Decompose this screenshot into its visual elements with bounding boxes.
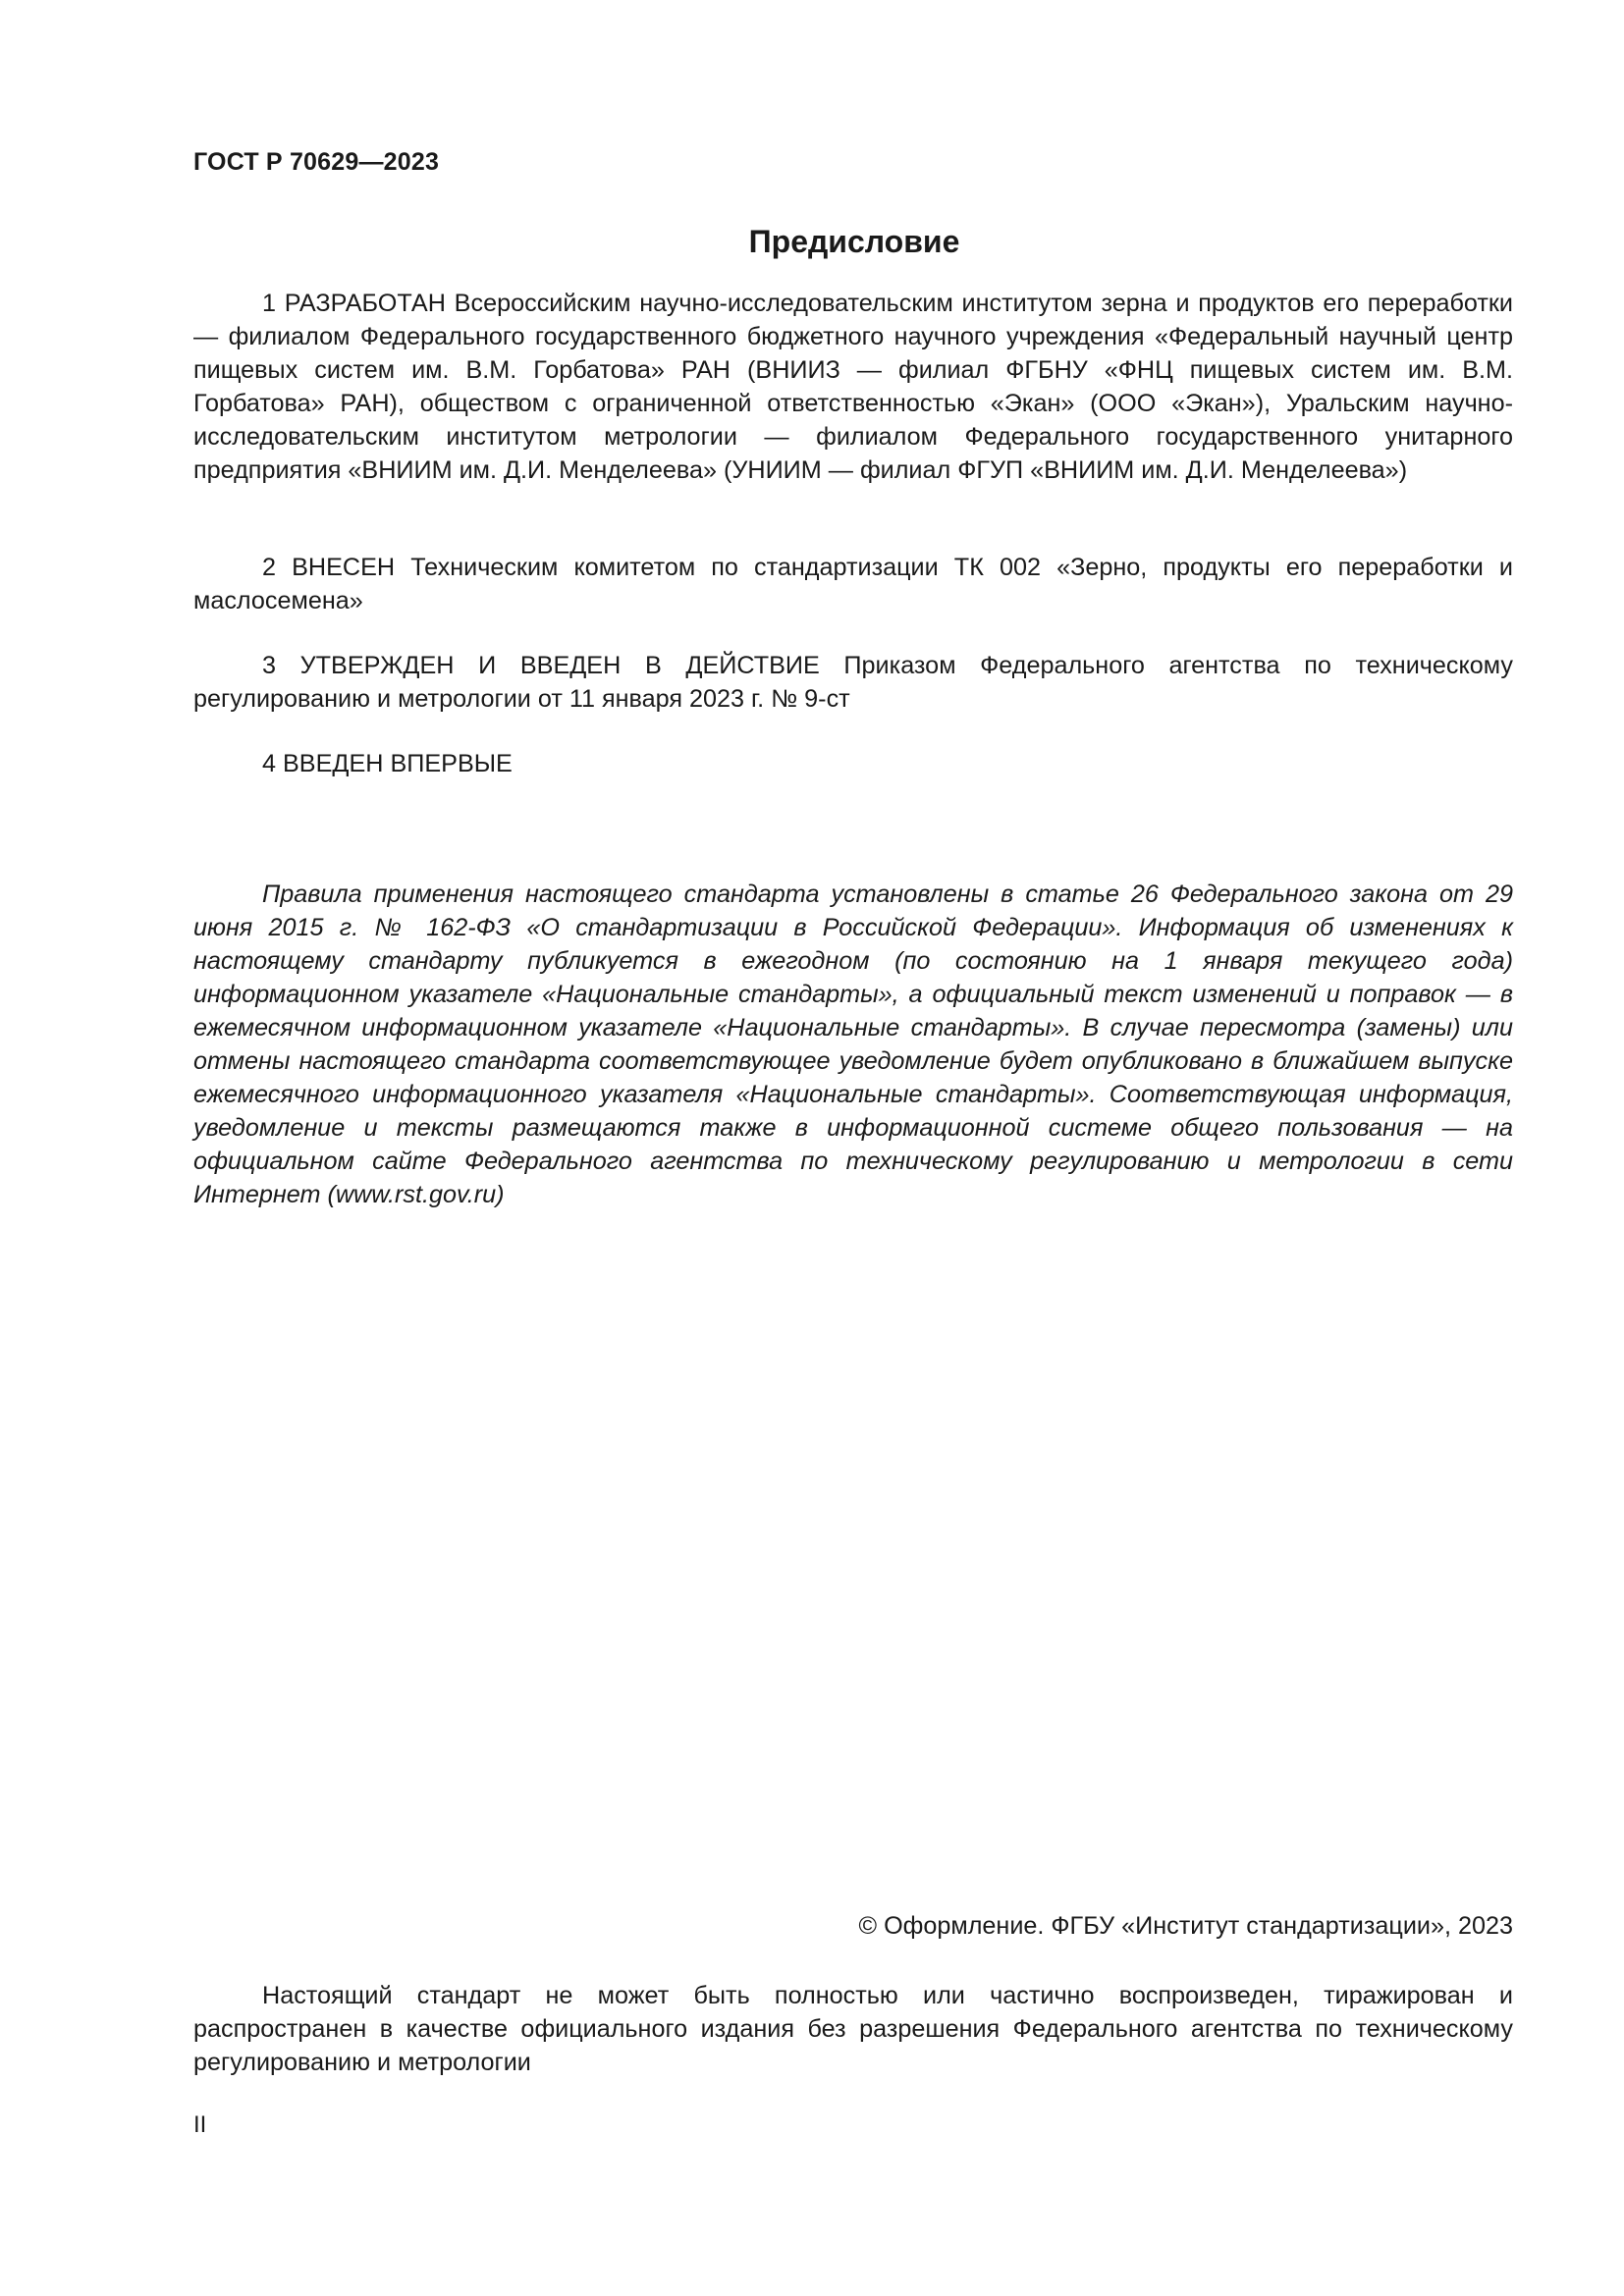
paragraph-first-introduced xyxy=(193,747,1513,780)
rules-note xyxy=(193,878,1513,1211)
reproduction-notice-text: Настоящий стандарт не может быть полностью или частично воспроизведен, тиражирован и распространен в качестве официального издания без разрешения Федерального агентства по техническому регулированию и метрологии xyxy=(193,1982,1513,2076)
document-code: ГОСТ Р 70629—2023 xyxy=(193,148,440,176)
paragraph-text: 4 ВВЕДЕН ВПЕРВЫЕ xyxy=(262,750,513,777)
paragraph-text: 2 ВНЕСЕН Техническим комитетом по стандартизации ТК 002 «Зерно, продукты его переработки и маслосемена» xyxy=(193,554,1513,614)
paragraph-introduced xyxy=(193,551,1513,617)
rules-note-text: Правила применения настоящего стандарта установлены в статье 26 Федерального закона от 29 июня 2015 г. № 162-ФЗ «О стандартизации в Российской Федерации». Информация об изменениях к настоящему стандарту публикуется в ежегодном (по состоянию на 1 января текущего года) информационном указателе «Национальные стандарты», а официальный текст изменений и поправок — в ежемесячном информационном указателе «Национальные стандарты». В случае пересмотра (замены) или отмены настоящего стандарта соответствующее уведомление будет опубликовано в ближайшем выпуске ежемесячного информационного указателя «Национальные стандарты». Соответствующая информация, уведомление и тексты размещаются также в информационной системе общего пользования — на официальном сайте Федерального агентства по техническому регулированию и метрологии в сети Интернет (www.rst.gov.ru) xyxy=(193,881,1513,1208)
reproduction-notice xyxy=(193,1979,1513,2079)
copyright-line: © Оформление. ФГБУ «Институт стандартизации», 2023 xyxy=(858,1912,1513,1940)
paragraph-text: 1 РАЗРАБОТАН Всероссийским научно-исследовательским институтом зерна и продуктов его переработки — филиалом Федерального государственного бюджетного научного учреждения «Федеральный научный центр пищевых систем им. В.М. Горбатова» РАН (ВНИИЗ — филиал ФГБНУ «ФНЦ пищевых систем им. В.М. Горбатова» РАН), обществом с ограниченной ответственностью «Экан» (ООО «Экан»), Уральским научно-исследовательским институтом метрологии — филиалом Федерального государственного унитарного предприятия «ВНИИМ им. Д.И. Менделеева» (УНИИМ — филиал ФГУП «ВНИИМ им. Д.И. Менделеева») xyxy=(193,290,1513,484)
paragraph-developed xyxy=(193,287,1513,487)
paragraph-approved xyxy=(193,649,1513,716)
page-number: II xyxy=(193,2111,207,2138)
page-title: Предисловие xyxy=(748,224,960,259)
paragraph-text: 3 УТВЕРЖДЕН И ВВЕДЕН В ДЕЙСТВИЕ Приказом Федерального агентства по техническому регулированию и метрологии от 11 января 2023 г. № 9-ст xyxy=(193,652,1513,713)
